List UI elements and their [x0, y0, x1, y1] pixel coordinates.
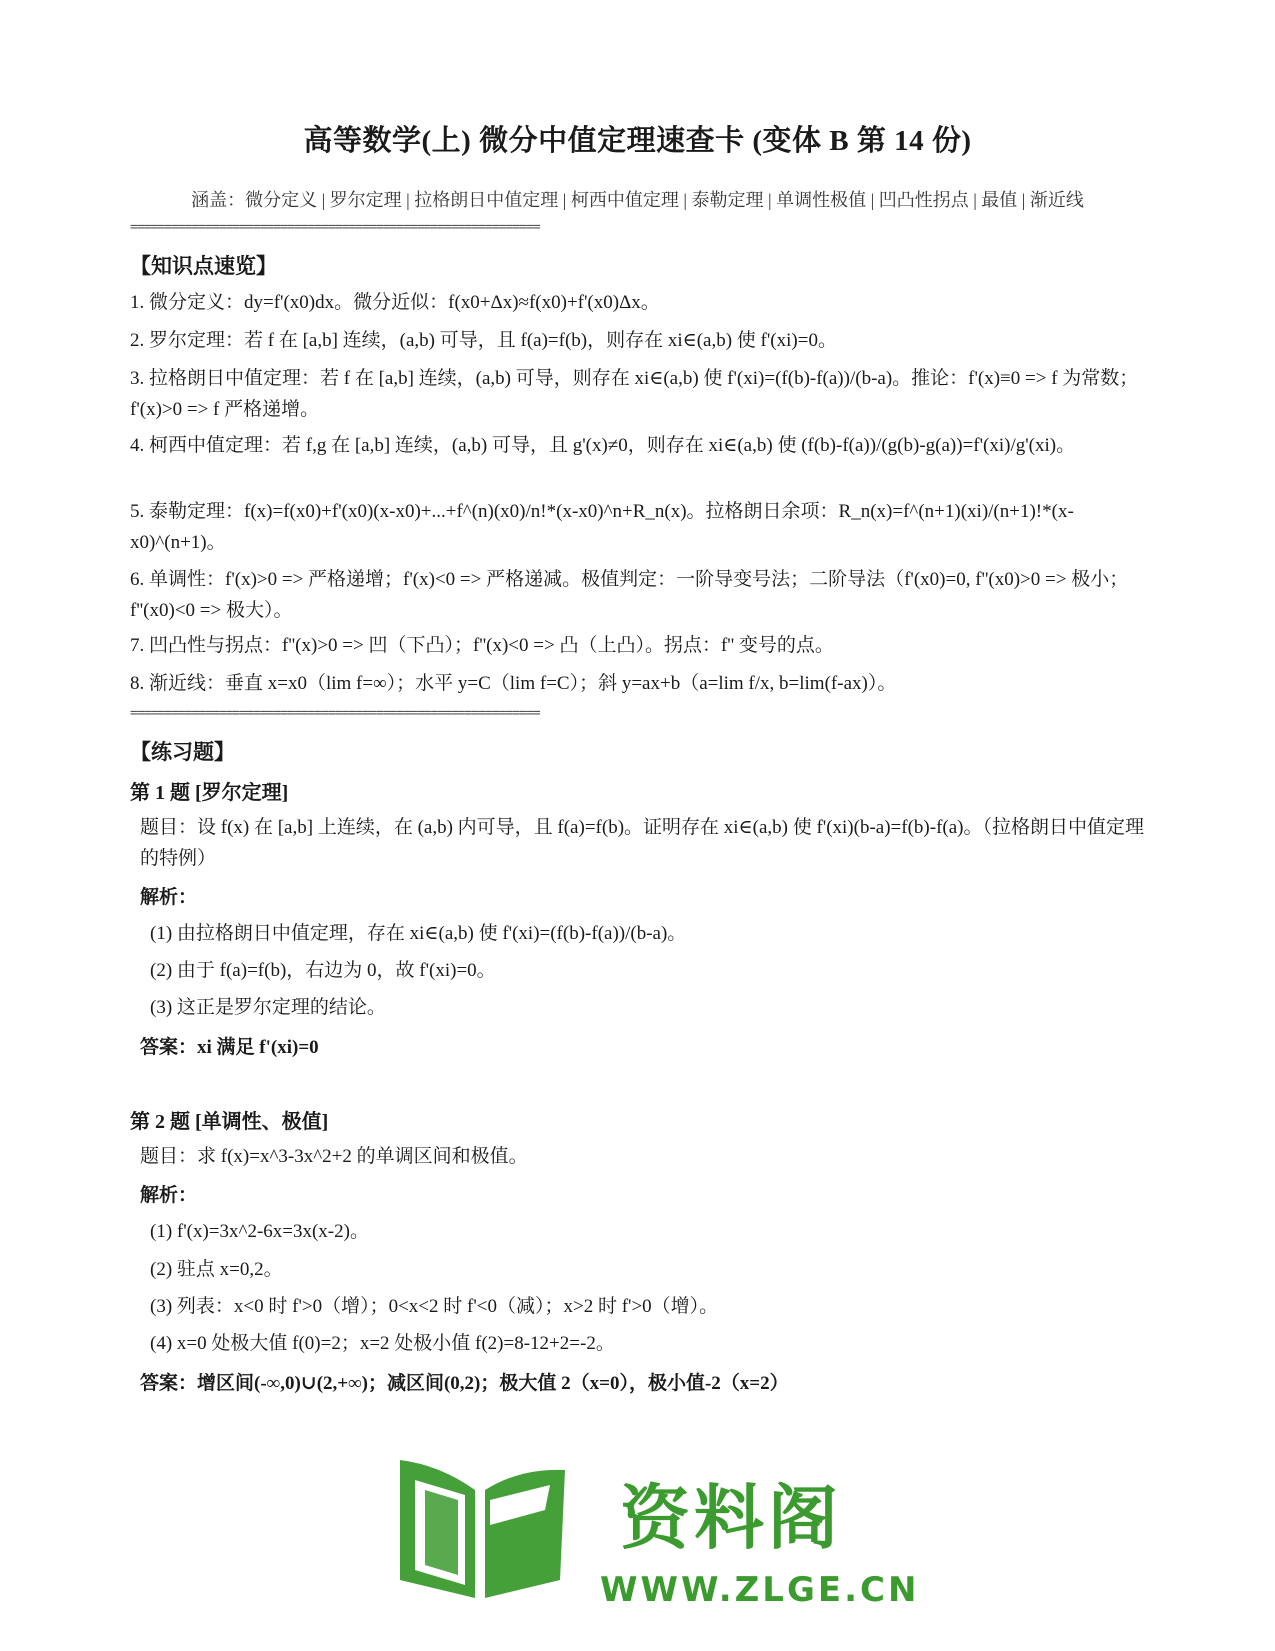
analysis-label: 解析： — [140, 887, 198, 908]
question-heading: 第 2 题 [单调性、极值] — [130, 1111, 329, 1133]
knowledge-heading: 【知识点速览】 — [130, 254, 277, 278]
divider-rule: ============================================================ — [130, 220, 540, 235]
knowledge-item: 3. 拉格朗日中值定理：若 f 在 [a,b] 连续，(a,b) 可导，则存在 xi∈(a,b) 使 f'(xi)=(f(b)-f(a))/(b-a)。推论：f'(x)≡0 => f 为常数；f'(x)>0 => f 严格递增。 — [130, 368, 1139, 420]
page-subtitle: 涵盖：微分定义 | 罗尔定理 | 拉格朗日中值定理 | 柯西中值定理 | 泰勒定理 | 单调性极值 | 凹凸性拐点 | 最值 | 渐近线 — [191, 190, 1084, 210]
knowledge-item: 7. 凹凸性与拐点：f''(x)>0 => 凹（下凸）；f''(x)<0 => 凸（上凸）。拐点：f'' 变号的点。 — [130, 635, 834, 656]
knowledge-item: 4. 柯西中值定理：若 f,g 在 [a,b] 连续，(a,b) 可导，且 g'(x)≠0，则存在 xi∈(a,b) 使 (f(b)-f(a))/(g(b)-g(a))=f'(xi)/g'(xi)。 — [130, 435, 1076, 456]
question-text: 题目：求 f(x)=x^3-3x^2+2 的单调区间和极值。 — [140, 1146, 528, 1167]
question-text: 题目：设 f(x) 在 [a,b] 上连续，在 (a,b) 内可导，且 f(a)=f(b)。证明存在 xi∈(a,b) 使 f'(xi)(b-a)=f(b)-f(a)。（拉格朗日中值定理的特例） — [140, 817, 1144, 869]
book-icon — [380, 1430, 580, 1600]
watermark-text-cn: 资料阁 — [620, 1477, 842, 1559]
solution-step: (2) 由于 f(a)=f(b)，右边为 0，故 f'(xi)=0。 — [150, 960, 496, 981]
knowledge-item: 6. 单调性：f'(x)>0 => 严格递增；f'(x)<0 => 严格递减。极值判定：一阶导变号法；二阶导法（f'(x0)=0, f''(x0)>0 => 极小；f''(x0)<0 => 极大）。 — [130, 569, 1129, 621]
knowledge-item: 2. 罗尔定理：若 f 在 [a,b] 连续，(a,b) 可导，且 f(a)=f(b)，则存在 xi∈(a,b) 使 f'(xi)=0。 — [130, 330, 837, 351]
divider-rule: ============================================================ — [130, 706, 540, 721]
solution-step: (4) x=0 处极大值 f(0)=2；x=2 处极小值 f(2)=8-12+2=-2。 — [150, 1333, 615, 1354]
practice-heading: 【练习题】 — [130, 740, 235, 764]
solution-step: (1) f'(x)=3x^2-6x=3x(x-2)。 — [150, 1221, 369, 1242]
answer-line: 答案：增区间(-∞,0)∪(2,+∞)；减区间(0,2)；极大值 2（x=0），极小值-2（x=2） — [140, 1373, 789, 1394]
watermark-text-en: WWW.ZLGE.CN — [600, 1570, 920, 1610]
solution-step: (3) 列表：x<0 时 f'>0（增）；0<x<2 时 f'<0（减）；x>2 时 f'>0（增）。 — [150, 1296, 719, 1317]
question-heading: 第 1 题 [罗尔定理] — [130, 782, 289, 804]
knowledge-item: 5. 泰勒定理：f(x)=f(x0)+f'(x0)(x-x0)+...+f^(n)(x0)/n!*(x-x0)^n+R_n(x)。拉格朗日余项：R_n(x)=f^(n+1)(xi)/(n+1)!*(x-x0)^(n+1)。 — [130, 501, 1074, 553]
knowledge-item: 8. 渐近线：垂直 x=x0（lim f=∞）；水平 y=C（lim f=C）；斜 y=ax+b（a=lim f/x, b=lim(f-ax)）。 — [130, 673, 897, 694]
solution-step: (2) 驻点 x=0,2。 — [150, 1259, 283, 1280]
answer-line: 答案：xi 满足 f'(xi)=0 — [140, 1037, 319, 1058]
solution-step: (3) 这正是罗尔定理的结论。 — [150, 997, 386, 1018]
solution-step: (1) 由拉格朗日中值定理，存在 xi∈(a,b) 使 f'(xi)=(f(b)-f(a))/(b-a)。 — [150, 923, 687, 944]
page-title: 高等数学(上) 微分中值定理速查卡 (变体 B 第 14 份) — [303, 125, 972, 157]
analysis-label: 解析： — [140, 1185, 198, 1206]
knowledge-item: 1. 微分定义：dy=f'(x0)dx。微分近似：f(x0+Δx)≈f(x0)+f'(x0)Δx。 — [130, 292, 660, 313]
watermark-logo — [400, 1460, 920, 1630]
